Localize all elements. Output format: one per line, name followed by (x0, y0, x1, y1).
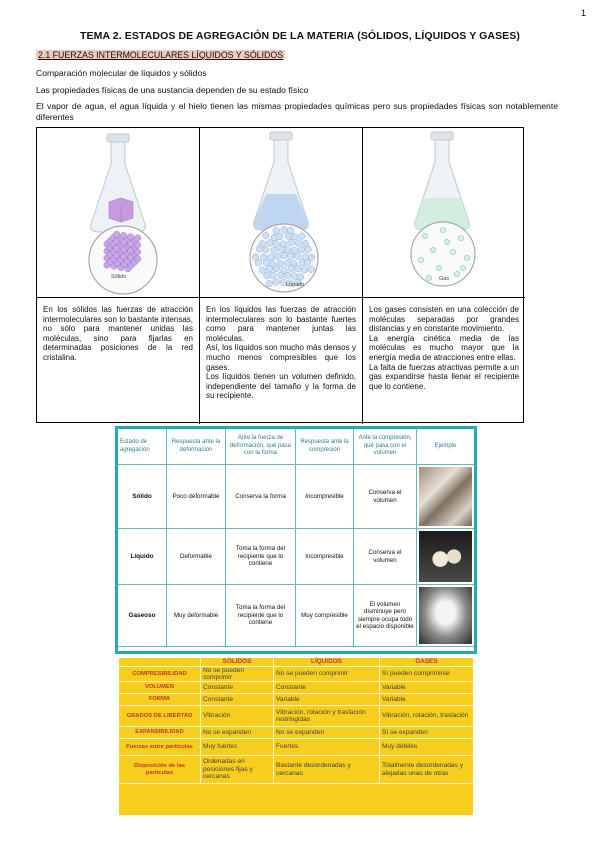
liquid-description-line1: En los líquidos las fuerzas de atracción intermoleculares son lo bastante fuertes como para mantener juntas las moléculas. (206, 305, 356, 343)
gas-particle (430, 247, 436, 253)
comparison-table (119, 658, 473, 815)
cmp-cell: Variable (380, 694, 473, 706)
liquid-particle (291, 233, 298, 240)
gas-label: Gas (439, 276, 450, 282)
gas-particle (422, 233, 428, 239)
liquid-particle (259, 267, 266, 274)
row-label-gas: Gaseoso (118, 585, 167, 647)
cmp-cell: Bastante desordenadas y cercanas (274, 756, 380, 784)
liquid-deformation: Deformable (167, 529, 226, 585)
header-compression: Respuesta ante la compresión (296, 429, 354, 465)
paragraph-physical-properties: Las propiedades físicas de una sustancia dependen de su estado físico (36, 85, 309, 95)
liquid-particle (276, 233, 283, 240)
solid-particle (134, 256, 140, 262)
solid-particle (120, 253, 126, 259)
liquid-particle (274, 253, 281, 260)
liquid-particle (263, 260, 270, 267)
cmp-label-forces: Fuerzas entre partículas (119, 739, 201, 756)
properties-table (115, 426, 477, 654)
cmp-cell: Muy fuertes (201, 739, 274, 756)
gas-description (363, 298, 525, 424)
liquid-particle (308, 266, 315, 273)
liquid-particle (301, 266, 308, 273)
row-label-liquid: Líquido (118, 529, 167, 585)
header-state: Estado de agregación (118, 429, 167, 465)
solid-figure-cell (37, 128, 200, 298)
cmp-cell: Constante (201, 694, 274, 706)
solid-label: Sólido (111, 274, 127, 280)
gas-example-photo (417, 585, 474, 647)
cmp-header-empty (119, 658, 201, 667)
solid-particle (127, 255, 133, 261)
liquid-particle (294, 253, 301, 260)
states-of-matter-table (36, 127, 524, 423)
solid-particle (134, 235, 140, 241)
liquid-flask-figure (200, 128, 363, 298)
liquid-particle (273, 279, 280, 286)
cmp-cell: Sí se expanden (380, 727, 473, 739)
gas-particle (460, 265, 466, 271)
liquid-particle (304, 259, 311, 266)
gas-particle (450, 249, 456, 255)
solid-particle (113, 231, 119, 237)
solid-particle (113, 245, 119, 251)
gas-particle (436, 265, 442, 271)
gas-particle (458, 235, 464, 241)
liquid-particle (305, 246, 312, 253)
solid-particle (120, 239, 126, 245)
cmp-label-shape: FORMA (119, 694, 201, 706)
header-example: Ejemplo (417, 429, 474, 465)
cmp-cell: Muy débiles (380, 739, 473, 756)
solid-flask-figure (37, 128, 199, 298)
liquid-particle (266, 265, 273, 272)
liquid-particle (297, 273, 304, 280)
gas-particle (454, 271, 460, 277)
page-title: TEMA 2. ESTADOS DE AGREGACIÓN DE LA MATERIA (SÓLIDOS, LÍQUIDOS Y GASES) (80, 30, 520, 42)
cmp-cell: No se expanden (201, 727, 274, 739)
liquid-particle (273, 265, 280, 272)
liquid-particle (284, 272, 291, 279)
liquid-particle (277, 272, 284, 279)
gas-particle (464, 255, 470, 261)
cmp-cell: Constante (274, 682, 380, 694)
gas-deformation: Muy deformable (167, 585, 226, 647)
gas-description-line3: La falta de fuerzas atractivas permite a un gas expandirse hasta llenar el recipiente que lo contiene. (369, 362, 519, 391)
solid-particle (127, 234, 133, 240)
liquid-particle (298, 246, 305, 253)
liquid-particle (266, 240, 273, 247)
solid-example-photo (417, 465, 474, 529)
cmp-cell: Vibración (201, 706, 274, 727)
gas-description-line2: La energía cinética media de las moléculas es mucho mayor que la energía media de atracciones entre ellas. (369, 333, 519, 362)
solid-particle (113, 238, 119, 244)
solid-compression: Incompresible (296, 465, 354, 529)
paragraph-comparison: Comparación molecular de líquidos y sólidos (36, 68, 207, 78)
solid-volume: Conserva el volumen (354, 465, 417, 529)
header-shape: Ante la fuerza de deformación, qué pasa con la forma (226, 429, 296, 465)
solid-particle (134, 249, 140, 255)
cmp-label-volume: VOLUMEN (119, 682, 201, 694)
liquid-particle (270, 272, 277, 279)
solid-deformation: Poco deformable (167, 465, 226, 529)
cmp-label-expansibility: EXPANSIBILIDAD (119, 727, 201, 739)
liquid-particle (288, 266, 295, 273)
liquid-particle (285, 233, 292, 240)
cmp-cell: Fuertes (274, 739, 380, 756)
cmp-label-arrangement: Disposición de las partículas (119, 756, 201, 784)
liquid-compression: Incompresible (296, 529, 354, 585)
solid-particle (120, 232, 126, 238)
liquid-volume: Conserva el volumen (354, 529, 417, 585)
header-volume: Ante la compresión, qué pasa con el volumen (354, 429, 417, 465)
liquid-particle (295, 265, 302, 272)
cmp-cell: Vibración, rotación y traslación restringidas (274, 706, 380, 727)
cmp-cell: Variable (380, 682, 473, 694)
cmp-cell: Sí pueden comprimirse (380, 667, 473, 682)
row-label-solid: Sólido (118, 465, 167, 529)
liquid-particle (273, 241, 280, 248)
liquid-particle (268, 254, 275, 261)
cmp-label-freedom: GRADOS DE LIBERTAD (119, 706, 201, 727)
liquid-description-line2: Así, los líquidos son mucho más densos y mucho menos compresibles que los gases. (206, 343, 356, 372)
gas-particle (418, 257, 424, 263)
solid-particle (120, 246, 126, 252)
section-heading: 2.1 FUERZAS INTERMOLECULARES LÍQUIDOS Y SÓLIDOS (38, 50, 284, 60)
header-deformation: Respuesta ante la deformación (167, 429, 226, 465)
liquid-particle (288, 239, 295, 246)
cmp-header-gases: GASES (380, 658, 473, 667)
gas-particle (426, 275, 432, 281)
liquid-particle (278, 246, 285, 253)
liquid-particle (262, 246, 269, 253)
liquid-particle (281, 227, 288, 234)
gas-volume: El volumen disminuye pero siempre ocupa todo el espacio disponible (354, 585, 417, 647)
liquid-label: Líquido (286, 282, 305, 288)
cmp-header-solids: SÓLIDOS (201, 658, 274, 667)
liquid-particle (266, 280, 273, 287)
gas-flask-figure (363, 128, 525, 298)
liquid-description-line3: Los líquidos tienen un volumen definido, independiente del tamaño y la forma de su recipiente. (206, 372, 356, 401)
liquid-shape: Toma la forma del recipiente que lo contiene (226, 529, 296, 585)
paragraph-water-states: El vapor de agua, el agua líquida y el hielo tienen las mismas propiedades químicas pero sus propiedades físicas son notablemente diferentes (36, 101, 558, 122)
solid-particle (127, 241, 133, 247)
page-number: 1 (580, 8, 586, 18)
cmp-cell: No se pueden comprimir (201, 667, 274, 682)
liquid-particle (255, 259, 262, 266)
cmp-header-liquids: LÍQUIDOS (274, 658, 380, 667)
gas-particle (440, 227, 446, 233)
liquid-particle (256, 246, 263, 253)
gas-particle (444, 239, 450, 245)
solid-particle (127, 248, 133, 254)
solid-description-text: En los sólidos las fuerzas de atracción intermoleculares son lo bastante intensas, no sólo para mantener unidas las moléculas, sino para fijarlas en determinadas posiciones de la red cristalina. (43, 305, 193, 362)
gas-figure-cell (363, 128, 525, 298)
liquid-particle (281, 252, 288, 259)
liquid-particle (299, 233, 306, 240)
cmp-cell: Variable (274, 694, 380, 706)
gas-compression: Muy compresible (296, 585, 354, 647)
cmp-label-compressibility: COMPRESIBILIDAD (119, 667, 201, 682)
liquid-description (200, 298, 363, 424)
gas-description-line1: Los gases consisten en una colección de moléculas separadas por grandes distancias y en constante movimiento. (369, 305, 519, 334)
liquid-particle (271, 247, 278, 254)
gas-shape: Toma la forma del recipiente que lo contiene (226, 585, 296, 647)
liquid-particle (252, 254, 259, 261)
liquid-particle (291, 273, 298, 280)
liquid-particle (287, 253, 294, 260)
liquid-example-photo (417, 529, 474, 585)
solid-description (37, 298, 200, 424)
liquid-particle (273, 227, 280, 234)
cmp-cell: Ordenadas en posiciones fijas y cercanas (201, 756, 274, 784)
liquid-figure-cell (200, 128, 363, 298)
solid-shape: Conserva la forma (226, 465, 296, 529)
cmp-cell: Vibración, rotación, traslación (380, 706, 473, 727)
liquid-particle (284, 260, 291, 267)
cmp-cell: Totalmente desordenadas y alejadas unas de otras (380, 756, 473, 784)
liquid-particle (263, 232, 270, 239)
cmp-cell: No se pueden comprimir (274, 667, 380, 682)
cmp-cell: Constante (201, 682, 274, 694)
cmp-cell: No se expanden (274, 727, 380, 739)
solid-particle (113, 252, 119, 258)
solid-particle (134, 242, 140, 248)
liquid-particle (295, 240, 302, 247)
